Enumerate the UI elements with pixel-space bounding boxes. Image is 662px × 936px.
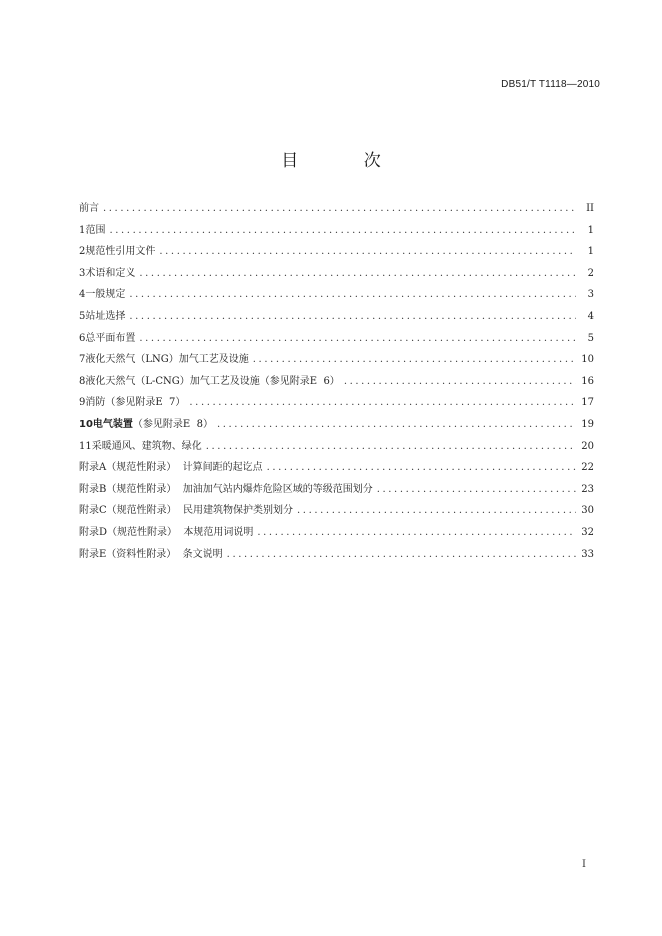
toc-entry-page: 2 bbox=[587, 267, 594, 279]
toc-entry-number: 9 bbox=[79, 397, 86, 409]
toc-entry-preface[interactable] bbox=[79, 199, 594, 221]
toc-entry-label: 附录C（规范性附录） 民用建筑物保护类别划分 bbox=[79, 505, 294, 517]
toc-leader-dots bbox=[189, 397, 576, 408]
toc-leader-dots bbox=[129, 289, 576, 300]
toc-entry-label: 规范性引用文件 bbox=[85, 246, 156, 258]
toc-entry-label: 总平面布置 bbox=[85, 332, 136, 344]
toc-leader-dots bbox=[139, 268, 576, 279]
toc-entry-number: 10 bbox=[79, 418, 93, 430]
toc-leader-dots bbox=[344, 376, 576, 387]
toc-leader-dots bbox=[139, 333, 576, 344]
toc-entry-2[interactable] bbox=[79, 242, 594, 264]
toc-entry-page: 1 bbox=[587, 224, 594, 236]
toc-entry-5[interactable] bbox=[79, 307, 594, 329]
toc-entry-page: 32 bbox=[581, 526, 594, 538]
toc-entry-page: 10 bbox=[581, 354, 594, 366]
toc-entry-number: 1 bbox=[79, 224, 86, 236]
toc-entry-appendix-b[interactable] bbox=[79, 480, 594, 502]
toc-entry-page: 3 bbox=[587, 289, 594, 301]
toc-entry-label: 一般规定 bbox=[85, 289, 126, 301]
toc-entry-page: 16 bbox=[581, 375, 594, 387]
toc-entry-3[interactable] bbox=[79, 264, 594, 286]
toc-entry-appendix-d[interactable] bbox=[79, 523, 594, 545]
toc-entry-label: 液化天然气（LNG）加气工艺及设施 bbox=[85, 354, 249, 366]
toc-entry-page: 17 bbox=[581, 397, 594, 409]
page-number: I bbox=[582, 859, 586, 870]
toc-entry-4[interactable] bbox=[79, 285, 594, 307]
toc-entry-number: 5 bbox=[79, 310, 86, 322]
toc-leader-dots bbox=[206, 441, 576, 452]
toc-entry-8[interactable] bbox=[79, 372, 594, 394]
toc-entry-label: 消防（参见附录E 7） bbox=[85, 397, 186, 409]
toc-leader-dots bbox=[103, 203, 576, 214]
toc-entry-appendix-a[interactable] bbox=[79, 458, 594, 480]
toc-entry-label: 附录D（规范性附录） 本规范用词说明 bbox=[79, 526, 254, 538]
toc-entry-page: 19 bbox=[581, 418, 594, 430]
toc-leader-dots bbox=[253, 354, 576, 365]
toc-entry-page: 22 bbox=[581, 462, 594, 474]
toc-entry-number: 8 bbox=[79, 375, 86, 387]
toc-entry-6[interactable] bbox=[79, 329, 594, 351]
toc-leader-dots bbox=[217, 419, 576, 430]
toc-leader-dots bbox=[227, 549, 576, 560]
toc-entry-number: 4 bbox=[79, 289, 86, 301]
toc-entry-7[interactable] bbox=[79, 350, 594, 372]
toc-entry-page: 1 bbox=[587, 246, 594, 258]
toc-leader-dots bbox=[159, 246, 576, 257]
toc-leader-dots bbox=[129, 311, 576, 322]
toc-leader-dots bbox=[267, 462, 576, 473]
table-of-contents bbox=[79, 199, 594, 566]
toc-entry-number: 6 bbox=[79, 332, 86, 344]
toc-entry-label: 术语和定义 bbox=[85, 267, 136, 279]
toc-entry-10[interactable] bbox=[79, 415, 594, 437]
toc-entry-9[interactable] bbox=[79, 393, 594, 415]
toc-entry-label: 前言 bbox=[79, 203, 99, 214]
toc-entry-appendix-e[interactable] bbox=[79, 545, 594, 567]
toc-entry-page: 30 bbox=[581, 505, 594, 517]
toc-entry-label: 附录A（规范性附录） 计算间距的起讫点 bbox=[79, 462, 263, 474]
toc-entry-11[interactable] bbox=[79, 437, 594, 459]
toc-entry-page: 23 bbox=[581, 483, 594, 495]
toc-entry-label: 附录B（规范性附录） 加油加气站内爆炸危险区域的等级范围划分 bbox=[79, 483, 373, 495]
toc-leader-dots bbox=[109, 225, 576, 236]
toc-entry-page: 5 bbox=[587, 332, 594, 344]
toc-entry-label: 站址选择 bbox=[85, 310, 126, 322]
page-title: 目 次 bbox=[281, 151, 411, 171]
toc-leader-dots bbox=[257, 527, 576, 538]
toc-entry-reference: （参见附录E 8） bbox=[132, 418, 213, 430]
toc-entry-label: 采暖通风、建筑物、绿化 bbox=[91, 440, 202, 452]
toc-leader-dots bbox=[377, 484, 576, 495]
toc-entry-page: II bbox=[586, 203, 594, 214]
toc-entry-label: 范围 bbox=[85, 224, 106, 236]
toc-entry-title: 电气装置 bbox=[92, 418, 133, 430]
toc-entry-label bbox=[79, 415, 213, 430]
toc-entry-label: 附录E（资料性附录） 条文说明 bbox=[79, 548, 223, 560]
toc-leader-dots bbox=[297, 505, 576, 516]
toc-entry-page: 33 bbox=[581, 548, 594, 560]
toc-entry-number: 7 bbox=[79, 354, 86, 366]
toc-entry-page: 4 bbox=[587, 310, 594, 322]
toc-entry-number: 3 bbox=[79, 267, 86, 279]
toc-entry-1[interactable] bbox=[79, 221, 594, 243]
toc-entry-number: 2 bbox=[79, 246, 86, 258]
toc-entry-page: 20 bbox=[581, 440, 594, 452]
toc-entry-number: 11 bbox=[79, 440, 92, 452]
toc-entry-label: 液化天然气（L-CNG）加气工艺及设施（参见附录E 6） bbox=[85, 375, 340, 387]
document-code: DB51/T T1118—2010 bbox=[501, 79, 600, 90]
toc-entry-appendix-c[interactable] bbox=[79, 501, 594, 523]
